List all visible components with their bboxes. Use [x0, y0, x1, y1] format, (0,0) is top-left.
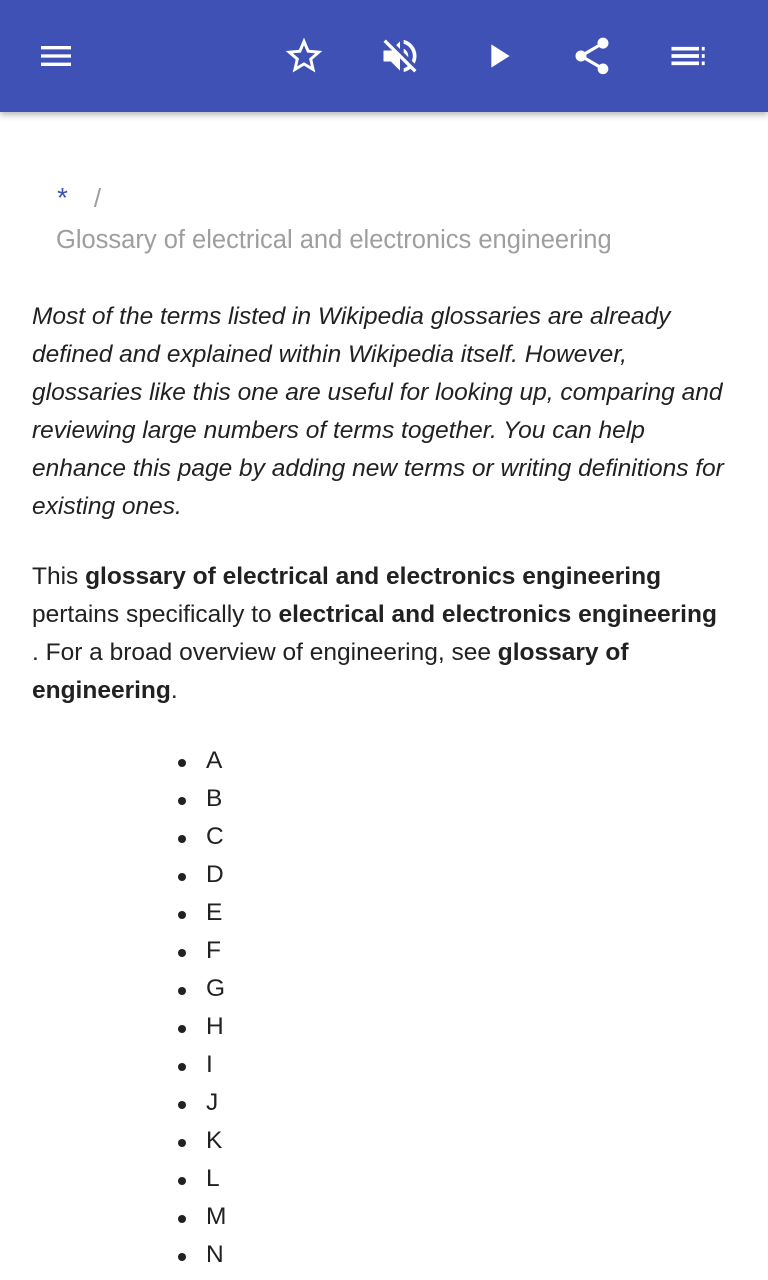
index-letter-link[interactable]	[0, 856, 226, 894]
bullet-icon	[178, 1139, 186, 1147]
electrical-engineering-link[interactable]: electrical and electronics engineering	[278, 601, 717, 628]
index-letter-link[interactable]	[0, 894, 226, 932]
bullet-icon	[178, 949, 186, 957]
contents-button[interactable]	[656, 24, 720, 88]
index-letter-label: E	[206, 899, 223, 926]
bullet-icon	[178, 1063, 186, 1071]
index-letter-link[interactable]	[0, 1122, 226, 1160]
bullet-icon	[178, 1177, 186, 1185]
menu-icon	[36, 36, 76, 76]
favorite-button[interactable]	[272, 24, 336, 88]
index-letter-label: D	[206, 861, 224, 888]
index-letter-label: B	[206, 785, 223, 812]
index-letter-label: N	[206, 1241, 224, 1268]
index-letter-link[interactable]	[0, 1160, 226, 1198]
bullet-icon	[178, 1101, 186, 1109]
glossary-of-engineering-link[interactable]: glossary of engineering	[32, 639, 629, 704]
bullet-icon	[178, 1253, 186, 1261]
glossary-notice: Most of the terms listed in Wikipedia glossaries are already defined and explained within Wikipedia itself. However, glossaries like this one are useful for looking up, comparing and reviewing large numbers of terms together. You can help enhance this page by adding new terms or writing definitions for existing ones.	[32, 303, 724, 520]
bullet-icon	[178, 835, 186, 843]
index-letter-label: I	[206, 1051, 213, 1078]
index-letter-label: H	[206, 1013, 224, 1040]
share-button[interactable]	[560, 24, 624, 88]
share-icon	[570, 34, 614, 78]
breadcrumb	[56, 178, 101, 218]
article-content	[0, 112, 768, 1280]
index-letter-label: K	[206, 1127, 223, 1154]
bullet-icon	[178, 1025, 186, 1033]
index-letter-label: G	[206, 975, 226, 1002]
intro-paragraph	[32, 558, 722, 710]
bullet-icon	[178, 759, 186, 767]
bullet-icon	[178, 873, 186, 881]
index-letter-label: M	[206, 1203, 227, 1230]
index-letter-label: A	[206, 747, 223, 774]
bullet-icon	[178, 911, 186, 919]
menu-button[interactable]	[24, 24, 88, 88]
index-letter-link[interactable]	[0, 1046, 226, 1084]
intro-text: . For a broad overview of engineering, see	[32, 639, 498, 666]
index-letter-link[interactable]	[0, 1084, 226, 1122]
intro-bold-term: glossary of electrical and electronics engineering	[85, 563, 662, 590]
page-title: Glossary of electrical and electronics engineering	[56, 226, 612, 254]
intro-text: pertains specifically to	[32, 601, 279, 628]
index-letter-link[interactable]	[0, 1198, 226, 1236]
play-icon	[478, 36, 518, 76]
breadcrumb-separator: /	[93, 183, 102, 213]
index-letter-label: C	[206, 823, 224, 850]
index-letter-label: J	[206, 1089, 219, 1116]
playlist-icon	[666, 34, 710, 78]
index-letter-label: F	[206, 937, 221, 964]
alphabet-index	[0, 742, 226, 1274]
star-outline-icon	[282, 34, 326, 78]
index-letter-link[interactable]	[0, 818, 226, 856]
volume-off-icon	[378, 34, 422, 78]
bullet-icon	[178, 797, 186, 805]
breadcrumb-home-link[interactable]: *	[57, 182, 68, 213]
app-toolbar	[0, 0, 768, 112]
intro-text: This	[32, 563, 86, 590]
index-letter-link[interactable]	[0, 1008, 226, 1046]
index-letter-label: L	[206, 1165, 220, 1192]
index-letter-link[interactable]	[0, 970, 226, 1008]
bullet-icon	[178, 987, 186, 995]
play-button[interactable]	[466, 24, 530, 88]
index-letter-link[interactable]	[0, 780, 226, 818]
mute-button[interactable]	[368, 24, 432, 88]
index-letter-link[interactable]	[0, 932, 226, 970]
index-letter-link[interactable]	[0, 742, 226, 780]
intro-text: .	[170, 677, 178, 704]
index-letter-link[interactable]	[0, 1236, 226, 1274]
bullet-icon	[178, 1215, 186, 1223]
